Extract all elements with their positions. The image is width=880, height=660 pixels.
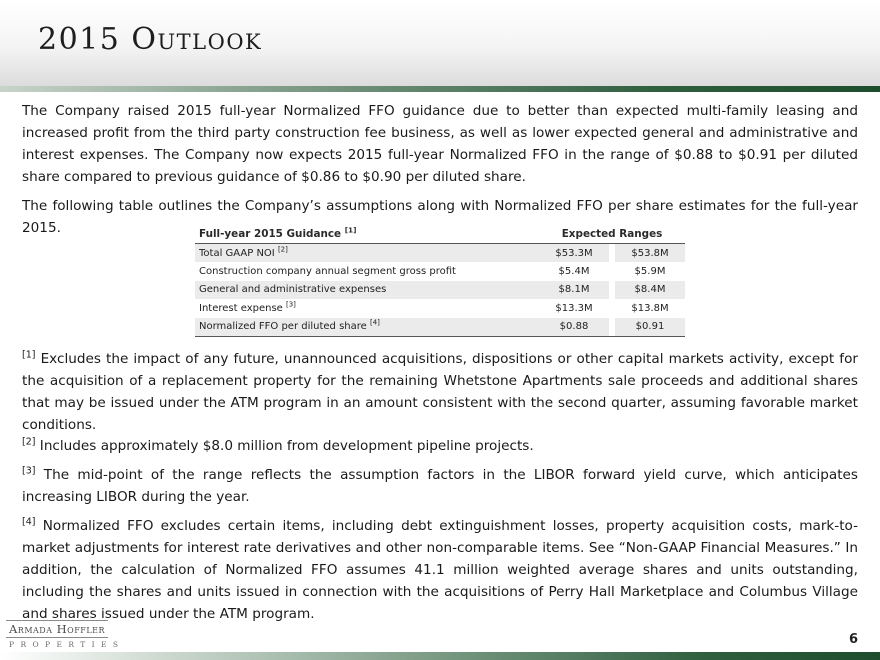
row-low: $8.1M	[539, 281, 609, 300]
footnote-ref: [4]	[22, 516, 36, 528]
footnote-ref: [2]	[22, 436, 36, 448]
row-high: $5.9M	[634, 265, 666, 277]
logo-sub: PROPERTIES	[9, 640, 125, 649]
logo-name: Armada Hoffler	[6, 620, 108, 638]
page-number: 6	[848, 632, 858, 647]
row-low: $13.3M	[555, 302, 593, 314]
table-header-ranges: Expected Ranges	[539, 226, 685, 244]
footnote-2: [2] Includes approximately $8.0 million from development pipeline projects.	[22, 436, 534, 454]
row-low: $5.4M	[558, 265, 590, 277]
table-row	[195, 281, 685, 300]
row-ref: [4]	[369, 318, 380, 327]
footnote-4: [4] Normalized FFO excludes certain items, including debt extinguishment losses, property acquisition costs, mark-to-market adjustments for interest rate derivatives and other non-comparable items. See “Non-GAAP Financial Measures.” In addition, the calculation of Normalized FFO assumes 41.1 million weighted average shares and units outstanding, including the shares and units issued in connection with the acquisitions of Perry Hall Marketplace and Columbus Village and shares issued under the ATM program.	[22, 516, 858, 622]
row-label: Interest expense [3]	[199, 300, 296, 314]
table-row	[195, 318, 685, 337]
footnote-1: [1] Excludes the impact of any future, unannounced acquisitions, dispositions or other capital markets activity, except for the acquisition of a replacement property for the remaining Whetstone Apartments sale proceeds and additional shares that may be issued under the ATM program in an amount consistent with the second quarter, assuming favorable market conditions.	[22, 349, 858, 433]
table-row	[195, 244, 685, 263]
row-ref: [2]	[277, 245, 288, 254]
row-label: Normalized FFO per diluted share [4]	[195, 318, 539, 337]
footer-rule	[0, 652, 880, 660]
row-high: $8.4M	[615, 281, 685, 300]
row-low: $53.3M	[539, 244, 609, 263]
intro-paragraph-2: The following table outlines the Company’s assumptions along with Normalized FFO per share estimates for the full-year 2015.	[22, 198, 858, 236]
table-header-row	[195, 226, 685, 244]
table-row	[195, 299, 685, 318]
table-header-label: Full-year 2015 Guidance [1]	[195, 226, 539, 244]
row-label: Total GAAP NOI [2]	[195, 244, 539, 263]
row-high: $53.8M	[615, 244, 685, 263]
row-high: $0.91	[615, 318, 685, 337]
company-logo	[6, 618, 130, 648]
footnote-3: [3] The mid-point of the range reflects the assumption factors in the LIBOR forward yield curve, which anticipates increasing LIBOR during the year.	[22, 465, 858, 505]
table-header-ref: [1]	[344, 225, 357, 235]
row-ref: [3]	[286, 300, 296, 309]
title-rule	[0, 86, 880, 92]
footnote-ref: [3]	[22, 465, 36, 477]
row-low: $0.88	[539, 318, 609, 337]
footnote-ref: [1]	[22, 349, 36, 361]
guidance-table	[195, 226, 685, 337]
row-label: General and administrative expenses	[195, 281, 539, 300]
page-title: 2015 Outlook	[38, 22, 263, 57]
table-row	[195, 262, 685, 281]
row-label: Construction company annual segment gross profit	[199, 265, 456, 277]
row-high: $13.8M	[631, 302, 669, 314]
intro-paragraph-1: The Company raised 2015 full-year Normalized FFO guidance due to better than expected multi-family leasing and increased profit from the third party construction fee business, as well as lower expected general and administrative and interest expenses. The Company now expects 2015 full-year Normalized FFO in the range of $0.88 to $0.91 per diluted share compared to previous guidance of $0.86 to $0.90 per diluted share.	[22, 103, 858, 185]
